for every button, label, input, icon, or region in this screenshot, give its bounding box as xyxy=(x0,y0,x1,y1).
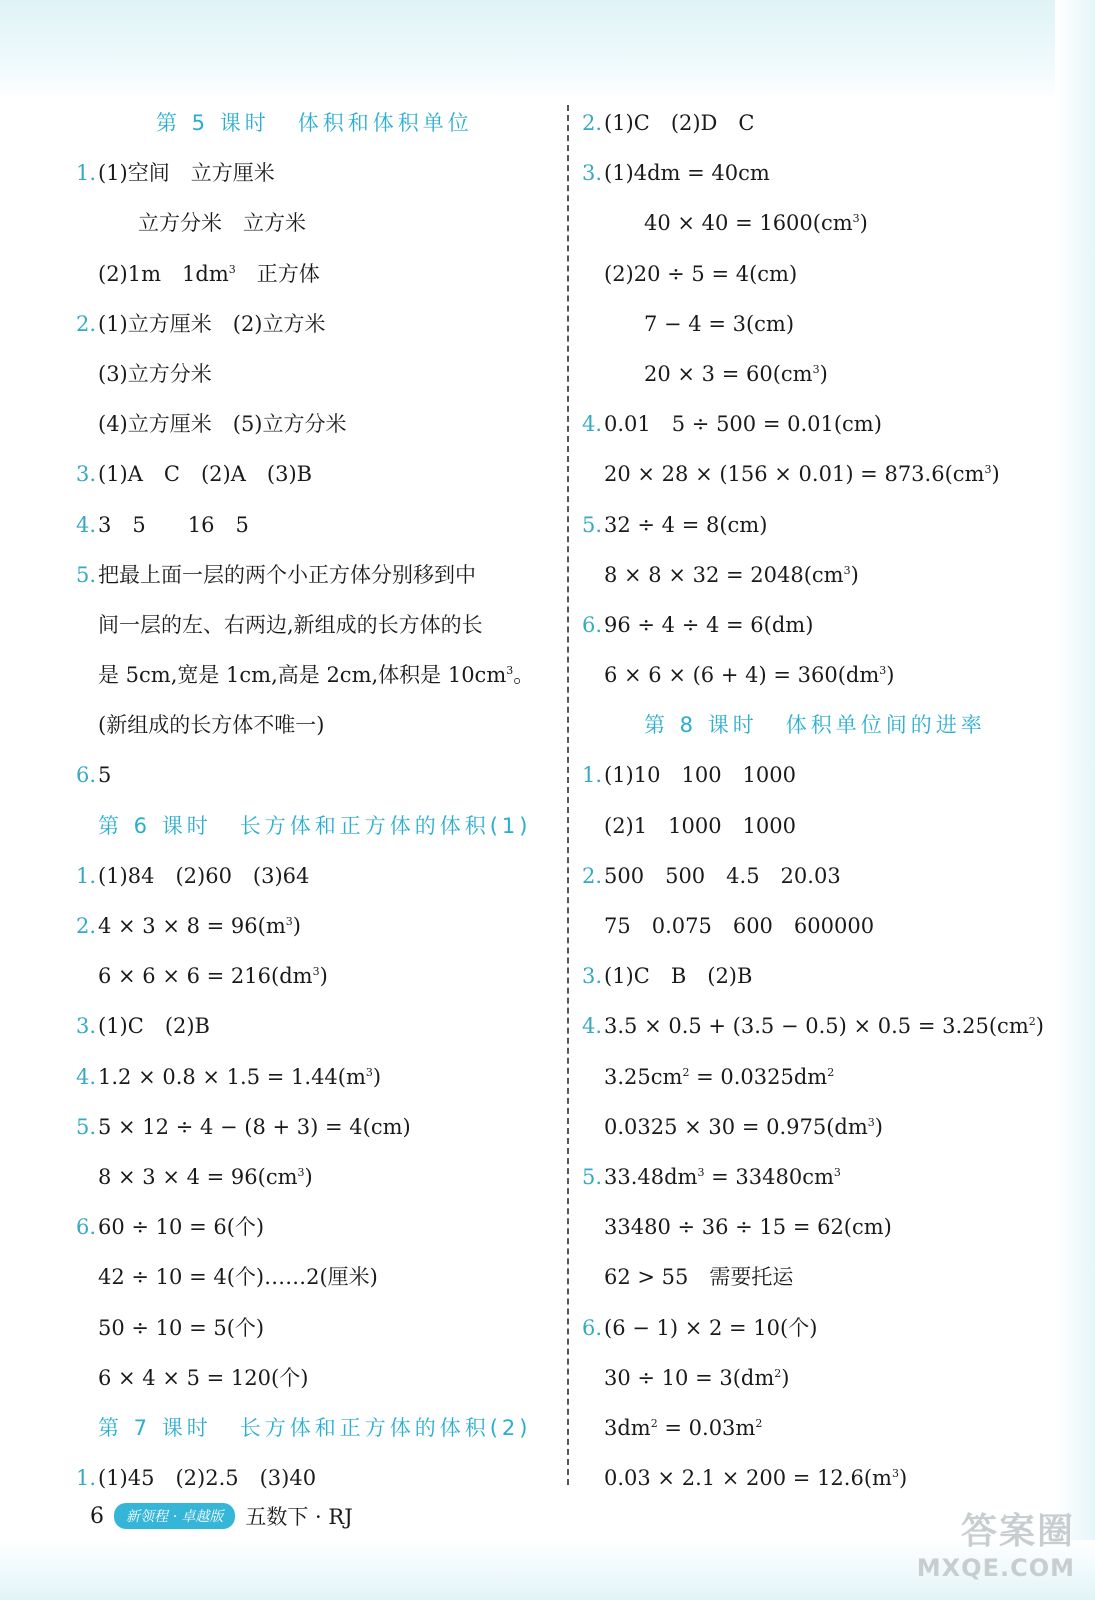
answer-text: (1)84 (2)60 (3)64 xyxy=(98,863,310,888)
answer-line xyxy=(76,399,556,449)
answer-line xyxy=(582,1052,1062,1102)
answer-text: $40 \times 40 = 1600(cm^3)$ xyxy=(644,211,868,236)
question-number: 6. xyxy=(582,1315,603,1340)
question-number: 3. xyxy=(582,964,603,989)
watermark-url: MXQE.COM xyxy=(916,1554,1075,1582)
lesson-heading xyxy=(76,1403,556,1453)
answer-line xyxy=(582,1403,1062,1453)
answer-text: $0.03 \times 2.1 \times 200 = 12.6(m^3)$ xyxy=(604,1466,908,1491)
answer-text: 3 5 16 5 xyxy=(98,512,249,537)
question-number: 1. xyxy=(76,1466,97,1491)
answer-text: (1)空间 立方厘米 xyxy=(98,161,275,186)
lesson-number: 第 8 课时 xyxy=(644,713,758,738)
answer-line xyxy=(76,901,556,951)
answer-text: (1)10 100 1000 xyxy=(604,763,796,788)
question-number: 1. xyxy=(582,763,603,788)
answer-text: (1)C (2)B xyxy=(98,1014,210,1039)
question-number: 5. xyxy=(582,512,603,537)
answer-line xyxy=(582,1202,1062,1252)
answer-text: (1)A C (2)A (3)B xyxy=(98,462,313,487)
answer-text: $8 \times 3 \times 4 = 96(cm^3)$ xyxy=(98,1164,313,1189)
question-number: 4. xyxy=(582,412,603,437)
answer-line xyxy=(582,148,1062,198)
answer-line xyxy=(76,750,556,800)
question-number: 2. xyxy=(582,863,603,888)
answer-line xyxy=(76,650,556,700)
answer-line xyxy=(76,1353,556,1403)
question-number: 5. xyxy=(76,1114,97,1139)
answer-text: $1.2 \times 0.8 \times 1.5 = 1.44(m^3)$ xyxy=(98,1064,382,1089)
lesson-number: 第 5 课时 xyxy=(156,111,270,135)
answer-text: 42 ÷ 10 = 4(个)……2(厘米) xyxy=(98,1265,378,1290)
answer-text: 5 × 12 ÷ 4 − (8 + 3) = 4(cm) xyxy=(98,1114,411,1139)
answer-line xyxy=(76,449,556,499)
answer-text: $30 \div 10 = 3(dm^2)$ xyxy=(604,1365,790,1390)
answer-line xyxy=(582,449,1062,499)
lesson-title: 体积单位间的进率 xyxy=(785,713,986,738)
page-number: 6 xyxy=(90,1503,104,1529)
answer-line xyxy=(582,198,1062,248)
answer-text: (1)45 (2)2.5 (3)40 xyxy=(98,1466,317,1491)
answer-line xyxy=(582,1453,1062,1503)
answer-line xyxy=(582,951,1062,1001)
answer-text: $4 \times 3 \times 8 = 96(m^3)$ xyxy=(98,914,301,938)
answer-text: 50 ÷ 10 = 5(个) xyxy=(98,1315,265,1340)
answer-text: $6 \times 6 \times 6 = 216(dm^3)$ xyxy=(98,964,328,989)
answer-line xyxy=(582,550,1062,600)
answer-line xyxy=(76,1303,556,1353)
answer-text: 96 ÷ 4 ÷ 4 = 6(dm) xyxy=(604,612,814,637)
lesson-title: 体积和体积单位 xyxy=(297,111,473,135)
question-number: 3. xyxy=(76,1014,97,1039)
answer-text: 间一层的左、右两边,新组成的长方体的长 xyxy=(98,612,483,637)
answer-text: 0.01 5 ÷ 500 = 0.01(cm) xyxy=(604,412,882,437)
lesson-heading xyxy=(582,700,1062,750)
answer-line xyxy=(582,98,1062,148)
answer-text: $3dm^2 = 0.03m^2$ xyxy=(604,1415,763,1440)
answer-line xyxy=(582,1102,1062,1152)
answer-text: $0.0325 \times 30 = 0.975(dm^3)$ xyxy=(604,1114,883,1139)
answer-text: (1)C B (2)B xyxy=(604,964,753,989)
watermark xyxy=(917,1503,1075,1582)
answer-text: 把最上面一层的两个小正方体分别移到中 xyxy=(98,562,476,587)
question-number: 1. xyxy=(76,161,97,186)
lesson-title: 长方体和正方体的体积(2) xyxy=(239,1415,532,1440)
answer-text: $3.5 \times 0.5 + (3.5 - 0.5) \times 0.5 = 3.25(cm^2)$ xyxy=(604,1014,1044,1039)
answer-text: (2)1 1000 1000 xyxy=(604,813,796,838)
question-number: 6. xyxy=(76,1215,97,1240)
answer-text: 75 0.075 600 600000 xyxy=(604,914,875,938)
lesson-number: 第 7 课时 xyxy=(98,1415,212,1440)
question-number: 6. xyxy=(76,763,97,788)
lesson-heading xyxy=(76,801,556,851)
answer-text: 500 500 4.5 20.03 xyxy=(604,863,841,888)
question-number: 6. xyxy=(582,612,603,637)
answer-text: (3)立方分米 xyxy=(98,361,212,386)
page-footer xyxy=(90,1496,353,1536)
answer-line xyxy=(76,1252,556,1302)
answer-line xyxy=(582,1001,1062,1051)
left-column xyxy=(76,98,556,1503)
answer-text: 33480 ÷ 36 ÷ 15 = 62(cm) xyxy=(604,1215,892,1240)
answer-line xyxy=(76,1001,556,1051)
answer-line xyxy=(76,349,556,399)
answer-line xyxy=(76,148,556,198)
answer-line xyxy=(582,299,1062,349)
series-badge: 新领程 · 卓越版 xyxy=(114,1503,235,1529)
answer-line xyxy=(582,1252,1062,1302)
answer-text: (1)C (2)D C xyxy=(604,111,755,135)
question-number: 3. xyxy=(582,161,603,186)
answer-line xyxy=(582,1353,1062,1403)
answer-line xyxy=(582,650,1062,700)
answer-line xyxy=(582,750,1062,800)
answer-line xyxy=(76,700,556,750)
top-background xyxy=(0,0,1095,100)
question-number: 3. xyxy=(76,462,97,487)
answer-line xyxy=(76,1102,556,1152)
answer-line xyxy=(76,299,556,349)
answer-line xyxy=(582,349,1062,399)
question-number: 5. xyxy=(76,562,97,587)
answer-line xyxy=(582,249,1062,299)
question-number: 2. xyxy=(76,311,97,336)
answer-text: $20 \times 28 \times (156 \times 0.01) = 873.6(cm^3)$ xyxy=(604,462,1000,487)
answer-line xyxy=(582,600,1062,650)
answer-line xyxy=(582,399,1062,449)
book-title: 五数下 · RJ xyxy=(245,1505,353,1529)
question-number: 2. xyxy=(76,914,97,938)
answer-text: 7 − 4 = 3(cm) xyxy=(644,311,795,336)
question-number: 4. xyxy=(582,1014,603,1039)
answer-line xyxy=(582,1152,1062,1202)
answer-line xyxy=(76,1202,556,1252)
answer-text: 是 5cm,宽是 1cm,高是 2cm,体积是 $10cm^3$。 xyxy=(98,663,535,688)
answer-text: $20 \times 3 = 60(cm^3)$ xyxy=(644,361,828,386)
column-divider xyxy=(567,105,569,1485)
question-number: 5. xyxy=(582,1164,603,1189)
lesson-number: 第 6 课时 xyxy=(98,813,212,838)
right-column xyxy=(582,98,1062,1503)
answer-text: (1)4dm = 40cm xyxy=(604,161,770,186)
answer-text: $8 \times 8 \times 32 = 2048(cm^3)$ xyxy=(604,562,859,587)
answer-text: (2)20 ÷ 5 = 4(cm) xyxy=(604,261,798,286)
answer-line xyxy=(582,1303,1062,1353)
answer-line xyxy=(582,801,1062,851)
lesson-title: 长方体和正方体的体积(1) xyxy=(239,813,532,838)
answer-text: (4)立方厘米 (5)立方分米 xyxy=(98,412,347,437)
answer-line xyxy=(582,851,1062,901)
answer-text: $33.48dm^3 = 33480cm^3$ xyxy=(604,1164,841,1189)
answer-text: (新组成的长方体不唯一) xyxy=(98,713,325,738)
answer-line xyxy=(76,198,556,248)
answer-text: 60 ÷ 10 = 6(个) xyxy=(98,1215,265,1240)
question-number: 2. xyxy=(582,111,603,135)
question-number: 4. xyxy=(76,1064,97,1089)
answer-text: 32 ÷ 4 = 8(cm) xyxy=(604,512,768,537)
answer-text: 5 xyxy=(98,763,112,788)
answer-text: 6 × 4 × 5 = 120(个) xyxy=(98,1365,309,1390)
answer-text: (6 − 1) × 2 = 10(个) xyxy=(604,1315,818,1340)
answer-line xyxy=(582,500,1062,550)
answer-line xyxy=(76,1052,556,1102)
answer-line xyxy=(76,550,556,600)
watermark-logo: 答案圈 xyxy=(960,1511,1075,1552)
question-number: 1. xyxy=(76,863,97,888)
answer-text: $3.25cm^2 = 0.0325dm^2$ xyxy=(604,1064,835,1089)
question-number: 4. xyxy=(76,512,97,537)
answer-line xyxy=(76,600,556,650)
answer-line xyxy=(76,1152,556,1202)
answer-text: 62 > 55 需要托运 xyxy=(604,1265,794,1290)
answer-line xyxy=(76,851,556,901)
answer-line xyxy=(76,500,556,550)
answer-line xyxy=(582,901,1062,951)
answer-text: (2)1m $1dm^3$ 正方体 xyxy=(98,261,320,286)
answer-text: $6 \times 6 \times (6 + 4) = 360(dm^3)$ xyxy=(604,663,895,688)
answer-line xyxy=(76,951,556,1001)
answer-text: (1)立方厘米 (2)立方米 xyxy=(98,311,326,336)
lesson-heading xyxy=(76,98,556,148)
answer-text: 立方分米 立方米 xyxy=(138,211,306,236)
answer-line xyxy=(76,249,556,299)
